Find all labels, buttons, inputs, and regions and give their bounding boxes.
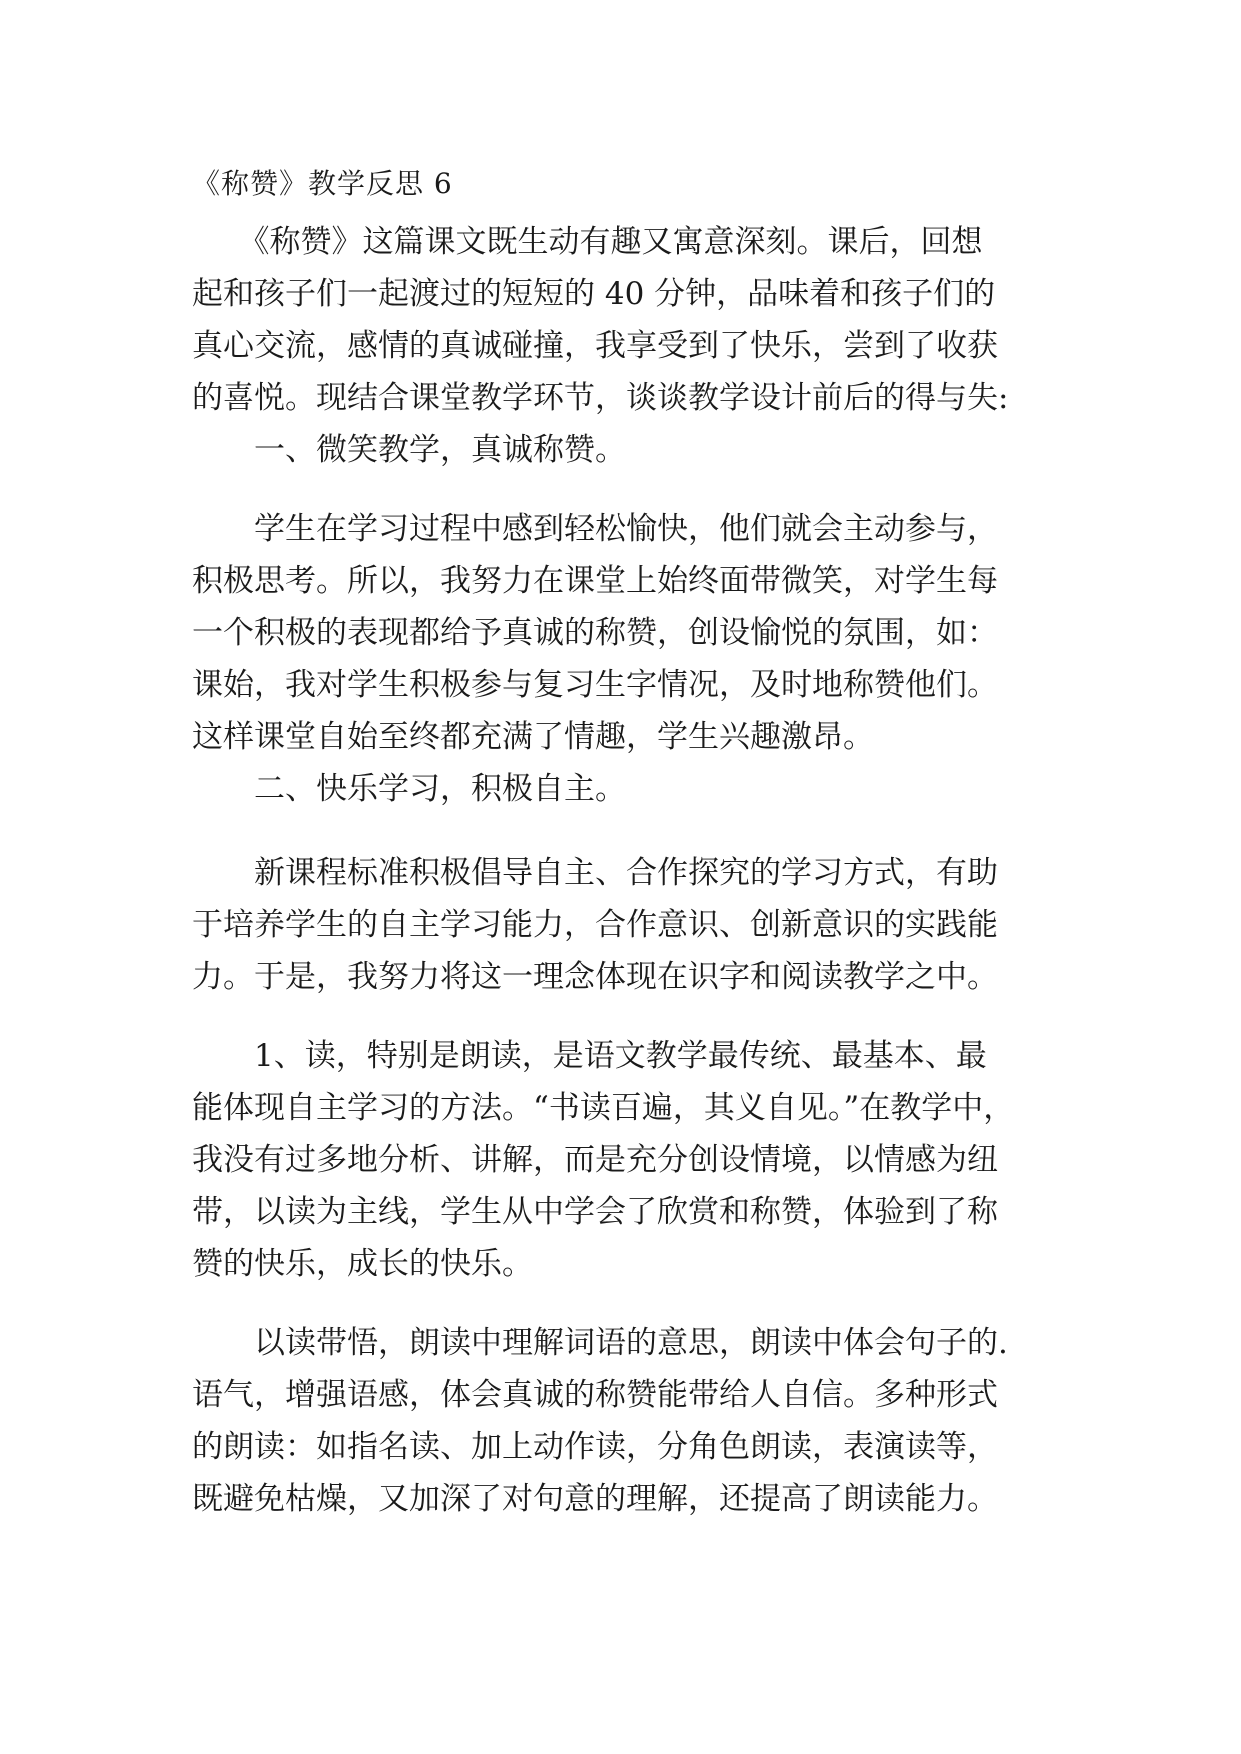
text-line: 语气，增强语感，体会真诚的称赞能带给人自信。多种形式 bbox=[192, 1377, 998, 1413]
text-line: 赞的快乐，成长的快乐。 bbox=[192, 1246, 533, 1282]
text-line: 一个积极的表现都给予真诚的称赞，创设愉悦的氛围，如： bbox=[192, 615, 998, 651]
text-line: 我没有过多地分析、讲解，而是充分创设情境，以情感为纽 bbox=[192, 1142, 998, 1178]
text-line: 于培养学生的自主学习能力，合作意识、创新意识的实践能 bbox=[192, 907, 998, 943]
text-line: 的朗读：如指名读、加上动作读，分角色朗读，表演读等， bbox=[192, 1429, 998, 1465]
text-line: 既避免枯燥，又加深了对句意的理解，还提高了朗读能力。 bbox=[192, 1481, 998, 1517]
text-line: 这样课堂自始至终都充满了情趣，学生兴趣激昂。 bbox=[192, 719, 874, 755]
text-line: 《称赞》这篇课文既生动有趣又寓意深刻。课后，回想 bbox=[192, 224, 983, 260]
text-line: 课始，我对学生积极参与复习生字情况，及时地称赞他们。 bbox=[192, 667, 998, 703]
text-line: 的喜悦。现结合课堂教学环节，谈谈教学设计前后的得与失: bbox=[192, 380, 1009, 416]
section-heading: 一、微笑教学，真诚称赞。 bbox=[192, 432, 626, 468]
text-line: 带，以读为主线，学生从中学会了欣赏和称赞，体验到了称 bbox=[192, 1194, 998, 1230]
document-title: 《称赞》教学反思 6 bbox=[192, 167, 453, 200]
section-heading: 二、快乐学习，积极自主。 bbox=[192, 771, 626, 807]
text-line: 能体现自主学习的方法。“书读百遍，其义自见。”在教学中， bbox=[192, 1090, 1015, 1126]
text-line: 学生在学习过程中感到轻松愉快，他们就会主动参与， bbox=[192, 511, 998, 547]
text-line: 新课程标准积极倡导自主、合作探究的学习方式，有助 bbox=[192, 855, 998, 891]
text-line: 1、读，特别是朗读，是语文教学最传统、最基本、最 bbox=[192, 1038, 987, 1074]
text-line: 真心交流，感情的真诚碰撞，我享受到了快乐，尝到了收获 bbox=[192, 328, 998, 364]
text-line: 力。于是，我努力将这一理念体现在识字和阅读教学之中。 bbox=[192, 959, 998, 995]
text-line: 以读带悟，朗读中理解词语的意思，朗读中体会句子的. bbox=[192, 1325, 1008, 1361]
text-line: 起和孩子们一起渡过的短短的 40 分钟，品味着和孩子们的 bbox=[192, 276, 996, 312]
text-line: 积极思考。所以，我努力在课堂上始终面带微笑，对学生每 bbox=[192, 563, 998, 599]
